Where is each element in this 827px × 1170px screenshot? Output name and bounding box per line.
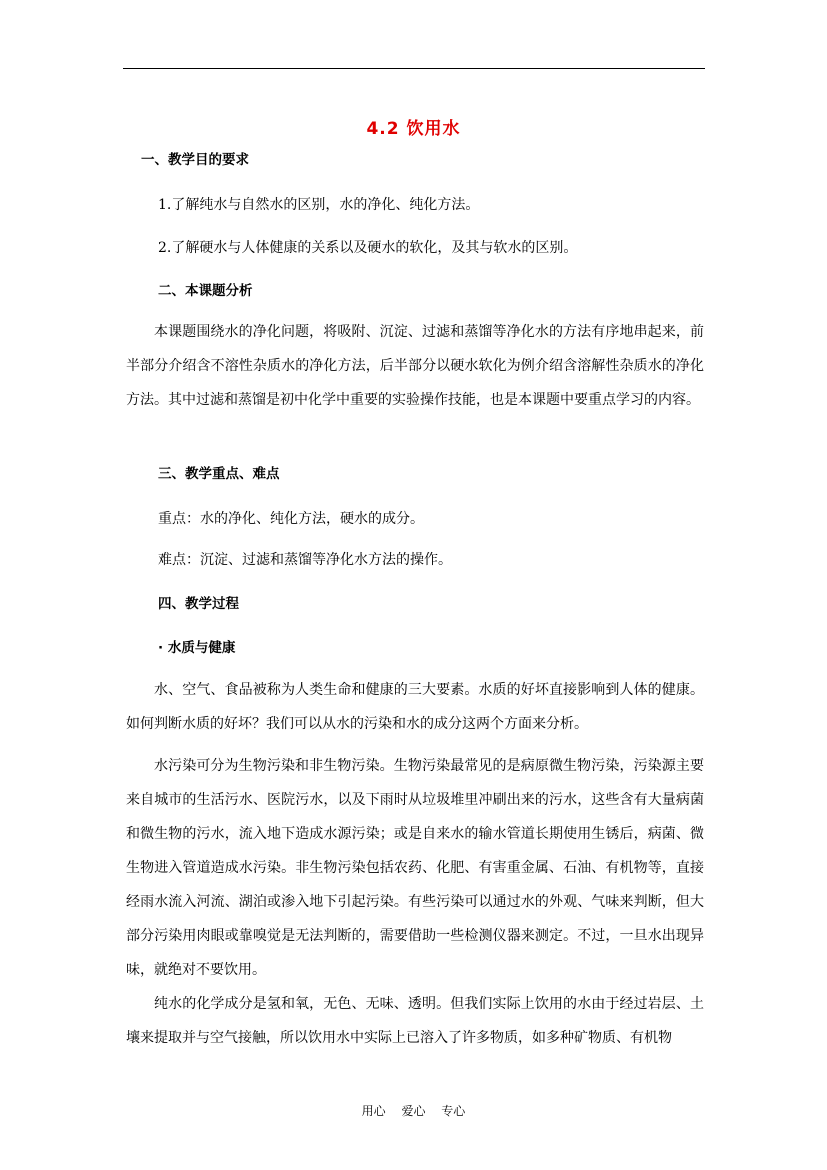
- subsection-heading: · 水质与健康: [158, 640, 236, 656]
- analysis-paragraph: [126, 315, 704, 417]
- water-paragraph-3: [126, 987, 704, 1055]
- section-heading-3: 三、教学重点、难点: [158, 466, 280, 482]
- water-paragraph-2: [126, 749, 704, 987]
- water-text-1: 水、空气、食品被称为人类生命和健康的三大要素。水质的好坏直接影响到人体的健康。如何判断水质的好坏？我们可以从水的污染和水的成分这两个方面来分析。: [126, 682, 704, 732]
- water-text-2: 水污染可分为生物污染和非生物污染。生物污染最常见的是病原微生物污染，污染源主要来自城市的生活污水、医院污水，以及下雨时从垃圾堆里冲刷出来的污水，这些含有大量病菌和微生物的污水，流入地下造成水源污染；或是自来水的输水管道长期使用生锈后，病菌、微生物进入管道造成水污染。非生物污染包括农药、化肥、有害重金属、石油、有机物等，直接经雨水流入河流、湖泊或渗入地下引起污染。有些污染可以通过水的外观、气味来判断，但大部分污染用肉眼或靠嗅觉是无法判断的，需要借助一些检测仪器来测定。不过，一旦水出现异味，就绝对不要饮用。: [126, 758, 704, 978]
- water-text-3: 纯水的化学成分是氢和氧，无色、无味、透明。但我们实际上饮用的水由于经过岩层、土壤来提取并与空气接触，所以饮用水中实际上已溶入了许多物质，如多种矿物质、有机物: [126, 996, 704, 1046]
- key-point: 重点：水的净化、纯化方法，硬水的成分。: [158, 511, 424, 527]
- header-rule: [123, 68, 705, 69]
- section-heading-4: 四、教学过程: [158, 596, 239, 612]
- section-heading-1: 一、教学目的要求: [141, 152, 249, 168]
- page-title: 4.2 饮用水: [366, 119, 461, 139]
- water-paragraph-1: [126, 673, 704, 741]
- difficulty-point: 难点：沉淀、过滤和蒸馏等净化水方法的操作。: [158, 552, 452, 568]
- analysis-text: 本课题围绕水的净化问题，将吸附、沉淀、过滤和蒸馏等净化水的方法有序地串起来，前半部分介绍含不溶性杂质水的净化方法，后半部分以硬水软化为例介绍含溶解性杂质水的净化方法。其中过滤和蒸馏是初中化学中重要的实验操作技能，也是本课题中要重点学习的内容。: [126, 324, 704, 408]
- objective-item-1: 1.了解纯水与自然水的区别，水的净化、纯化方法。: [158, 197, 480, 213]
- objective-item-2: 2.了解硬水与人体健康的关系以及硬水的软化，及其与软水的区别。: [158, 240, 578, 256]
- page-footer: 用心 爱心 专心: [361, 1104, 466, 1118]
- section-heading-2: 二、本课题分析: [158, 283, 253, 299]
